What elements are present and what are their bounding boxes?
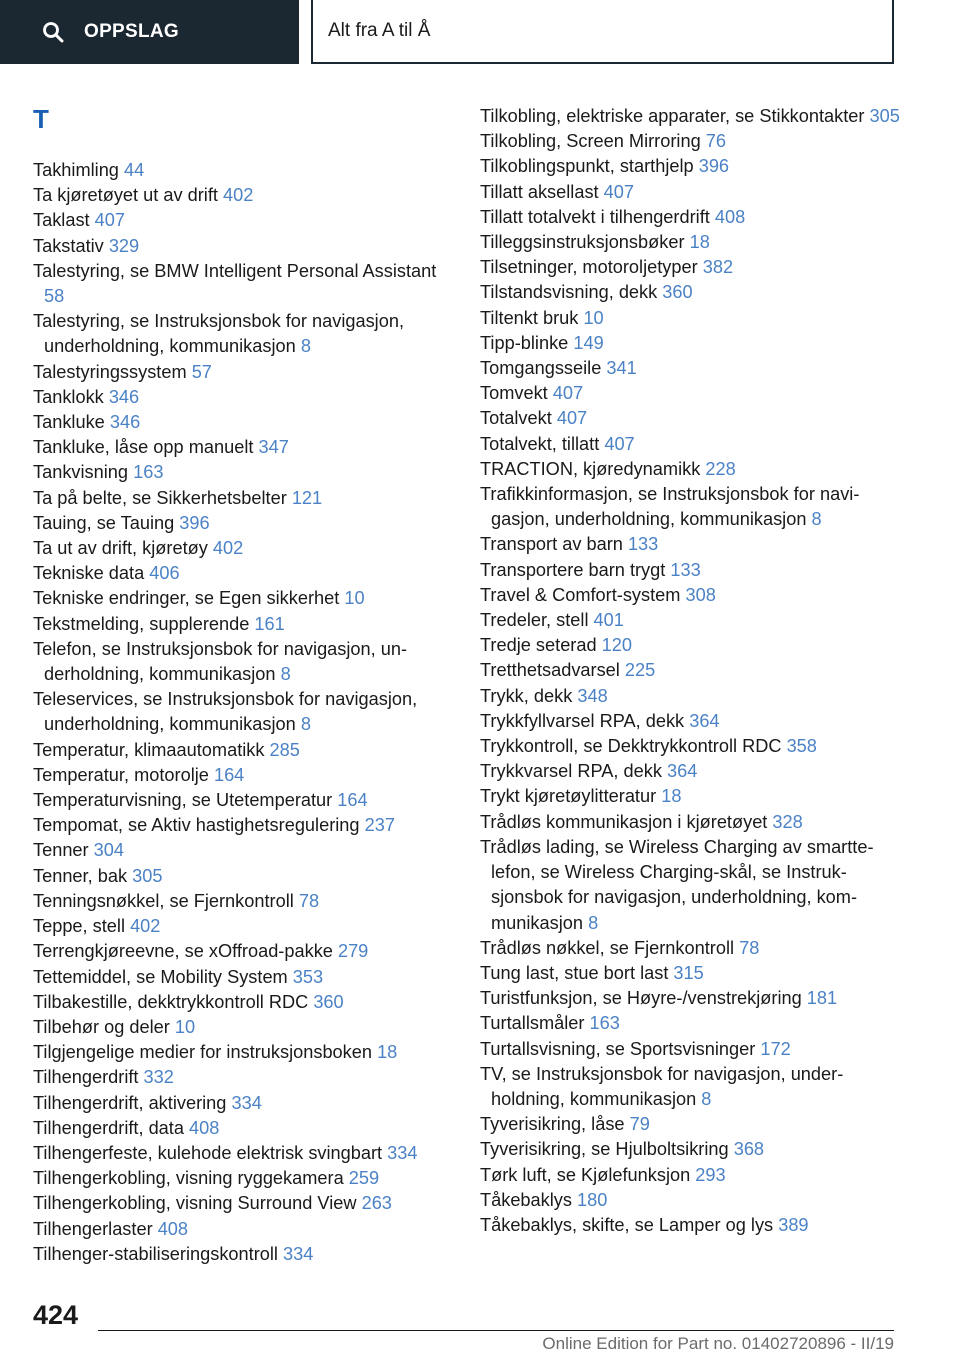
index-entry xyxy=(33,259,443,309)
index-entry-term: Tilkoblingspunkt, starthjelp xyxy=(480,156,699,177)
index-entry xyxy=(33,965,443,990)
index-entry xyxy=(480,734,910,759)
index-entry-term: Trykkfyllvarsel RPA, dekk xyxy=(480,710,690,731)
index-entry xyxy=(480,280,910,305)
page-reference-link[interactable]: 133 xyxy=(627,534,659,555)
index-tab[interactable] xyxy=(0,0,299,64)
index-entry-term: Trådløs nøkkel, se Fjernkontroll xyxy=(480,937,740,958)
index-entry-term: Tanklokk xyxy=(33,386,109,407)
index-entry-term: Talestyring, se Instruksjonsbok for navigasjon, underholdning, kommunikasjon xyxy=(33,311,405,357)
page-reference-link[interactable]: 78 xyxy=(739,937,760,958)
index-entry-term: Talestyring, se BMW Intelligent Personal Assistant xyxy=(33,260,437,281)
index-entry xyxy=(480,1037,910,1062)
index-entry xyxy=(33,435,443,460)
page-reference-link[interactable]: 228 xyxy=(705,458,736,479)
index-entry-term: Trykkvarsel RPA, dekk xyxy=(480,761,667,782)
page-reference-link[interactable]: 285 xyxy=(269,739,300,760)
index-column-left xyxy=(33,158,443,1267)
index-entry-term: Tekniske data xyxy=(33,563,150,584)
index-entry xyxy=(33,360,443,385)
index-entry-term: Tettemiddel, se Mobility System xyxy=(33,966,293,987)
index-entry xyxy=(33,1217,443,1242)
index-entry-term: Ta kjøretøyet ut av drift xyxy=(33,185,224,206)
index-entry-term: Temperatur, klimaautomatikk xyxy=(33,739,270,760)
page-reference-link[interactable]: 360 xyxy=(313,991,344,1012)
index-entry xyxy=(480,1188,910,1213)
page-reference-link[interactable]: 407 xyxy=(94,210,126,231)
section-title-tab xyxy=(311,0,894,64)
index-entry xyxy=(33,1191,443,1216)
index-entry-term: Ta ut av drift, kjøretøy xyxy=(33,538,213,559)
page-reference-link[interactable]: 353 xyxy=(292,966,324,987)
index-entry-term: Tilgjengelige medier for instruksjonsboken xyxy=(33,1042,378,1063)
index-entry xyxy=(33,410,443,435)
page-reference-link[interactable]: 121 xyxy=(291,487,323,508)
index-entry-term: Totalvekt xyxy=(480,408,557,429)
index-entry-term: Temperatur, motorolje xyxy=(33,764,214,785)
page-reference-link[interactable]: 382 xyxy=(702,257,734,278)
page-reference-link[interactable]: 225 xyxy=(624,660,656,681)
page-reference-link[interactable]: 396 xyxy=(179,512,210,533)
index-tab-label: OPPSLAG xyxy=(84,21,180,42)
index-entry xyxy=(33,788,443,813)
index-entry-term: Tilhengerkobling, visning ryggekamera xyxy=(33,1168,349,1189)
index-entry xyxy=(480,558,910,583)
page-reference-link[interactable]: 164 xyxy=(337,790,368,811)
index-entry-term: Tyverisikring, låse xyxy=(480,1114,630,1135)
index-entry xyxy=(33,309,443,359)
page-reference-link[interactable]: 328 xyxy=(772,811,803,832)
index-entry-term: Tilkobling, elektriske apparater, se Stikkontakter xyxy=(480,106,870,126)
page-reference-link[interactable]: 407 xyxy=(603,181,635,202)
index-entry xyxy=(33,1242,443,1267)
index-entry-term: Tekstmelding, supplerende xyxy=(33,613,255,634)
page-reference-link[interactable]: 334 xyxy=(387,1142,418,1163)
index-entry xyxy=(480,356,910,381)
index-entry-term: Trykkontroll, se Dekktrykkontroll RDC xyxy=(480,736,787,757)
page-reference-link[interactable]: 149 xyxy=(573,332,604,353)
page-reference-link[interactable]: 279 xyxy=(337,941,369,962)
page-reference-link[interactable]: 181 xyxy=(806,988,838,1009)
index-entry xyxy=(480,1213,910,1238)
index-entry xyxy=(480,129,910,154)
page-reference-link[interactable]: 402 xyxy=(212,538,244,559)
page-reference-link[interactable]: 180 xyxy=(577,1189,608,1210)
index-entry xyxy=(480,986,910,1011)
page-reference-link[interactable]: 407 xyxy=(552,383,584,404)
index-entry-term: Tilhengerdrift, aktivering xyxy=(33,1092,232,1113)
index-column-right xyxy=(480,104,910,1238)
index-entry-term: Terrengkjøreevne, se xOffroad-pakke xyxy=(33,941,338,962)
index-entry-term: Talestyringssystem xyxy=(33,361,192,382)
index-entry-term: Tankvisning xyxy=(33,462,134,483)
index-entry xyxy=(33,612,443,637)
index-entry-term: Tretthetsadvarsel xyxy=(480,660,625,681)
index-entry xyxy=(480,1137,910,1162)
page-reference-link[interactable]: 408 xyxy=(157,1218,189,1239)
index-entry-term: Ta på belte, se Sikkerhetsbelter xyxy=(33,487,292,508)
page-reference-link[interactable]: 368 xyxy=(733,1139,765,1160)
index-entry-term: Tillatt totalvekt i tilhengerdrift xyxy=(480,206,715,227)
index-entry xyxy=(33,234,443,259)
index-entry-term: Turtallsvisning, se Sportsvisninger xyxy=(480,1038,761,1059)
index-entry xyxy=(33,838,443,863)
index-entry xyxy=(480,658,910,683)
page-reference-link[interactable]: 18 xyxy=(661,786,682,807)
index-entry-term: Tiltenkt bruk xyxy=(480,307,584,328)
page-reference-link[interactable]: 172 xyxy=(760,1038,791,1059)
index-entry-term: Tredeler, stell xyxy=(480,610,594,631)
index-entry xyxy=(33,1116,443,1141)
index-entry xyxy=(480,1112,910,1137)
page-reference-link[interactable]: 161 xyxy=(254,613,285,634)
index-entry-term: Tørk luft, se Kjølefunksjon xyxy=(480,1164,696,1185)
edition-footer: Online Edition for Part no. 01402720896 - II/19 xyxy=(542,1334,894,1353)
index-entry xyxy=(33,511,443,536)
page-reference-link[interactable]: 237 xyxy=(364,815,395,836)
index-entry xyxy=(33,486,443,511)
page-reference-link[interactable]: 263 xyxy=(361,1193,392,1214)
index-entry-term: Trykt kjøretøylitteratur xyxy=(480,786,662,807)
page-reference-link[interactable]: 259 xyxy=(348,1168,380,1189)
index-entry-term: Tilkobling, Screen Mirroring xyxy=(480,131,706,152)
page-reference-link[interactable]: 406 xyxy=(149,563,180,584)
page-reference-link[interactable]: 8 xyxy=(300,336,311,357)
page-reference-link[interactable]: 8 xyxy=(701,1088,712,1109)
index-entry xyxy=(33,586,443,611)
index-entry xyxy=(480,1062,910,1112)
index-entry xyxy=(480,759,910,784)
page-reference-link[interactable]: 8 xyxy=(280,664,291,685)
page-reference-link[interactable]: 10 xyxy=(344,588,365,609)
index-entry-term: Trykk, dekk xyxy=(480,685,578,706)
index-entry xyxy=(480,381,910,406)
index-entry xyxy=(480,1163,910,1188)
index-entry-term: Trådløs lading, se Wireless Charging av smarttelefon, se Wireless Charging-skål, se Instruksjonsbok for navigasjon, underholdning, kommunikasjon xyxy=(480,836,874,933)
index-entry-term: Teleservices, se Instruksjonsbok for navigasjon, underholdning, kommunikasjon xyxy=(33,689,418,735)
index-entry-term: Temperaturvisning, se Utetemperatur xyxy=(33,790,338,811)
index-entry-term: Telefon, se Instruksjonsbok for navigasjon, underholdning, kommunikasjon xyxy=(33,638,408,685)
page-reference-link[interactable]: 364 xyxy=(689,710,720,731)
index-entry-term: Taklast xyxy=(33,210,95,231)
page-reference-link[interactable]: 348 xyxy=(577,685,608,706)
index-entry-term: Takstativ xyxy=(33,235,109,256)
index-entry xyxy=(33,687,443,737)
page-reference-link[interactable]: 133 xyxy=(670,559,701,580)
index-entry xyxy=(480,205,910,230)
page-reference-link[interactable]: 304 xyxy=(93,840,125,861)
index-entry xyxy=(480,583,910,608)
index-entry-term: Tilhengerdrift, data xyxy=(33,1117,190,1138)
index-entry-term: Teppe, stell xyxy=(33,916,131,937)
index-letter-heading: T xyxy=(33,104,49,134)
index-entry-term: Tåkebaklys, skifte, se Lamper og lys xyxy=(480,1214,779,1235)
page-reference-link[interactable]: 315 xyxy=(673,962,704,983)
index-entry xyxy=(480,961,910,986)
page-reference-link[interactable]: 57 xyxy=(191,361,212,382)
page-reference-link[interactable]: 18 xyxy=(377,1042,398,1063)
page-reference-link[interactable]: 334 xyxy=(283,1243,314,1264)
index-entry xyxy=(33,813,443,838)
index-entry xyxy=(33,763,443,788)
page-number: 424 xyxy=(33,1300,79,1330)
page-reference-link[interactable]: 402 xyxy=(130,916,161,937)
page-reference-link[interactable]: 358 xyxy=(786,736,817,757)
index-entry-term: Tilleggsinstruksjonsbøker xyxy=(480,232,690,253)
index-entry xyxy=(480,709,910,734)
index-entry-term: Turistfunksjon, se Høyre-/venstrekjøring xyxy=(480,988,807,1009)
index-entry-term: Tyverisikring, se Hjulboltsikring xyxy=(480,1139,734,1160)
index-entry xyxy=(480,331,910,356)
index-entry xyxy=(33,864,443,889)
index-entry xyxy=(33,1091,443,1116)
page-reference-link[interactable]: 44 xyxy=(123,160,145,180)
index-entry-term: Transportere barn trygt xyxy=(480,559,671,580)
index-entry xyxy=(33,1166,443,1191)
page-reference-link[interactable]: 341 xyxy=(606,358,637,379)
index-entry xyxy=(480,835,910,936)
index-entry xyxy=(480,104,910,129)
index-entry xyxy=(480,1011,910,1036)
index-entry-term: Tredje seterad xyxy=(480,635,602,656)
index-entry-term: Tilsetninger, motoroljetyper xyxy=(480,257,703,278)
index-entry-term: Travel & Comfort-system xyxy=(480,584,686,605)
index-entry-term: Tilbakestille, dekktrykkontroll RDC xyxy=(33,991,314,1012)
index-entry xyxy=(480,633,910,658)
page-reference-link[interactable]: 402 xyxy=(223,185,254,206)
index-entry-term: Tilhengerdrift xyxy=(33,1067,144,1088)
page-reference-link[interactable]: 305 xyxy=(869,106,900,126)
page-reference-link[interactable]: 401 xyxy=(593,610,624,631)
page-reference-link[interactable]: 408 xyxy=(714,206,746,227)
index-entry xyxy=(480,457,910,482)
index-entry xyxy=(33,1141,443,1166)
page-reference-link[interactable]: 120 xyxy=(601,635,633,656)
page-reference-link[interactable]: 346 xyxy=(108,386,140,407)
index-entry xyxy=(480,432,910,457)
index-entry xyxy=(480,608,910,633)
index-entry-term: Tilhengerfeste, kulehode elektrisk svingbart xyxy=(33,1142,388,1163)
page-reference-link[interactable]: 163 xyxy=(589,1013,620,1034)
page-reference-link[interactable]: 389 xyxy=(778,1214,809,1235)
index-entry xyxy=(33,561,443,586)
page-title: Alt fra A til Å xyxy=(328,20,431,41)
page-header xyxy=(0,0,960,66)
page-reference-link[interactable]: 305 xyxy=(132,865,163,886)
index-entry-term: Tomgangsseile xyxy=(480,358,607,379)
index-entry xyxy=(33,1065,443,1090)
index-entry xyxy=(33,914,443,939)
index-entry-term: Totalvekt, tillatt xyxy=(480,433,605,454)
page-reference-link[interactable]: 164 xyxy=(213,764,245,785)
index-entry xyxy=(33,637,443,687)
page-reference-link[interactable]: 332 xyxy=(143,1067,174,1088)
index-entry-term: Tilhengerlaster xyxy=(33,1218,158,1239)
page-reference-link[interactable]: 8 xyxy=(811,509,822,530)
index-entry-term: Trådløs kommunikasjon i kjøretøyet xyxy=(480,811,773,832)
index-entry xyxy=(33,939,443,964)
page-reference-link[interactable]: 347 xyxy=(258,437,289,458)
index-entry xyxy=(33,158,443,183)
index-entry xyxy=(33,208,443,233)
index-entry-term: Tillatt aksellast xyxy=(480,181,604,202)
page-reference-link[interactable]: 407 xyxy=(556,408,588,429)
index-entry xyxy=(480,230,910,255)
index-entry-term: Tankluke xyxy=(33,412,110,433)
index-entry-term: Tilstandsvisning, dekk xyxy=(480,282,663,303)
index-entry xyxy=(480,180,910,205)
index-entry xyxy=(480,482,910,532)
page-reference-link[interactable]: 79 xyxy=(629,1114,650,1135)
index-entry-term: Tilhenger-stabiliseringskontroll xyxy=(33,1243,284,1264)
index-entry xyxy=(33,183,443,208)
page-reference-link[interactable]: 364 xyxy=(666,761,698,782)
index-entry xyxy=(33,385,443,410)
page-reference-link[interactable]: 293 xyxy=(695,1164,726,1185)
page-reference-link[interactable]: 76 xyxy=(705,131,726,152)
index-entry-term: Tipp-blinke xyxy=(480,332,574,353)
page-reference-link[interactable]: 78 xyxy=(298,890,320,911)
index-entry xyxy=(480,154,910,179)
index-entry xyxy=(33,1040,443,1065)
page-reference-link[interactable]: 8 xyxy=(588,912,599,933)
index-entry-term: Turtallsmåler xyxy=(480,1013,590,1034)
page-reference-link[interactable]: 396 xyxy=(698,156,730,177)
page-reference-link[interactable]: 10 xyxy=(583,307,604,328)
index-entry xyxy=(480,684,910,709)
index-entry xyxy=(33,990,443,1015)
index-entry-term: Tankluke, låse opp manuelt xyxy=(33,437,259,458)
page-reference-link[interactable]: 163 xyxy=(133,462,164,483)
search-icon xyxy=(42,21,64,43)
index-entry-term: Tenningsnøkkel, se Fjernkontroll xyxy=(33,890,299,911)
page-reference-link[interactable]: 308 xyxy=(685,584,716,605)
index-entry xyxy=(480,784,910,809)
index-entry-term: Tempomat, se Aktiv hastighetsregulering xyxy=(33,815,365,836)
index-entry-term: Tekniske endringer, se Egen sikkerhet xyxy=(33,588,345,609)
index-entry xyxy=(33,1015,443,1040)
page-reference-link[interactable]: 8 xyxy=(300,714,311,735)
index-entry-term: Transport av barn xyxy=(480,534,628,555)
index-entry xyxy=(480,532,910,557)
index-entry-term: Tomvekt xyxy=(480,383,553,404)
page-reference-link[interactable]: 346 xyxy=(109,412,141,433)
index-entry-term: Takhimling xyxy=(33,160,124,180)
index-entry-term: TRACTION, kjøredynamikk xyxy=(480,458,706,479)
index-entry xyxy=(480,306,910,331)
page-reference-link[interactable]: 408 xyxy=(189,1117,220,1138)
page-reference-link[interactable]: 407 xyxy=(604,433,635,454)
page-reference-link[interactable]: 18 xyxy=(689,232,710,253)
index-entry-term: Tåkebaklys xyxy=(480,1189,578,1210)
index-entry-term: Tung last, stue bort last xyxy=(480,962,674,983)
index-entry-term: Tilhengerkobling, visning Surround View xyxy=(33,1193,362,1214)
page-reference-link[interactable]: 329 xyxy=(108,235,140,256)
index-entry xyxy=(480,255,910,280)
index-entry xyxy=(480,406,910,431)
index-entry xyxy=(33,536,443,561)
index-entry-term: TV, se Instruksjonsbok for navigasjon, underholdning, kommunikasjon xyxy=(480,1063,844,1109)
index-entry xyxy=(33,738,443,763)
page-reference-link[interactable]: 334 xyxy=(231,1092,262,1113)
index-entry xyxy=(480,936,910,961)
index-entry-term: Tenner xyxy=(33,840,94,861)
index-entry xyxy=(33,460,443,485)
index-entry-term: Tenner, bak xyxy=(33,865,133,886)
footer-divider xyxy=(98,1330,894,1331)
page-reference-link[interactable]: 58 xyxy=(44,286,65,307)
index-entry-term: Trafikkinformasjon, se Instruksjonsbok for navigasjon, underholdning, kommunikasjon xyxy=(480,484,860,530)
index-entry-term: Tilbehør og deler xyxy=(33,1016,175,1037)
index-entry xyxy=(480,810,910,835)
index-entry xyxy=(33,889,443,914)
page-reference-link[interactable]: 360 xyxy=(662,282,693,303)
index-entry-term: Tauing, se Tauing xyxy=(33,512,180,533)
page-reference-link[interactable]: 10 xyxy=(174,1016,196,1037)
